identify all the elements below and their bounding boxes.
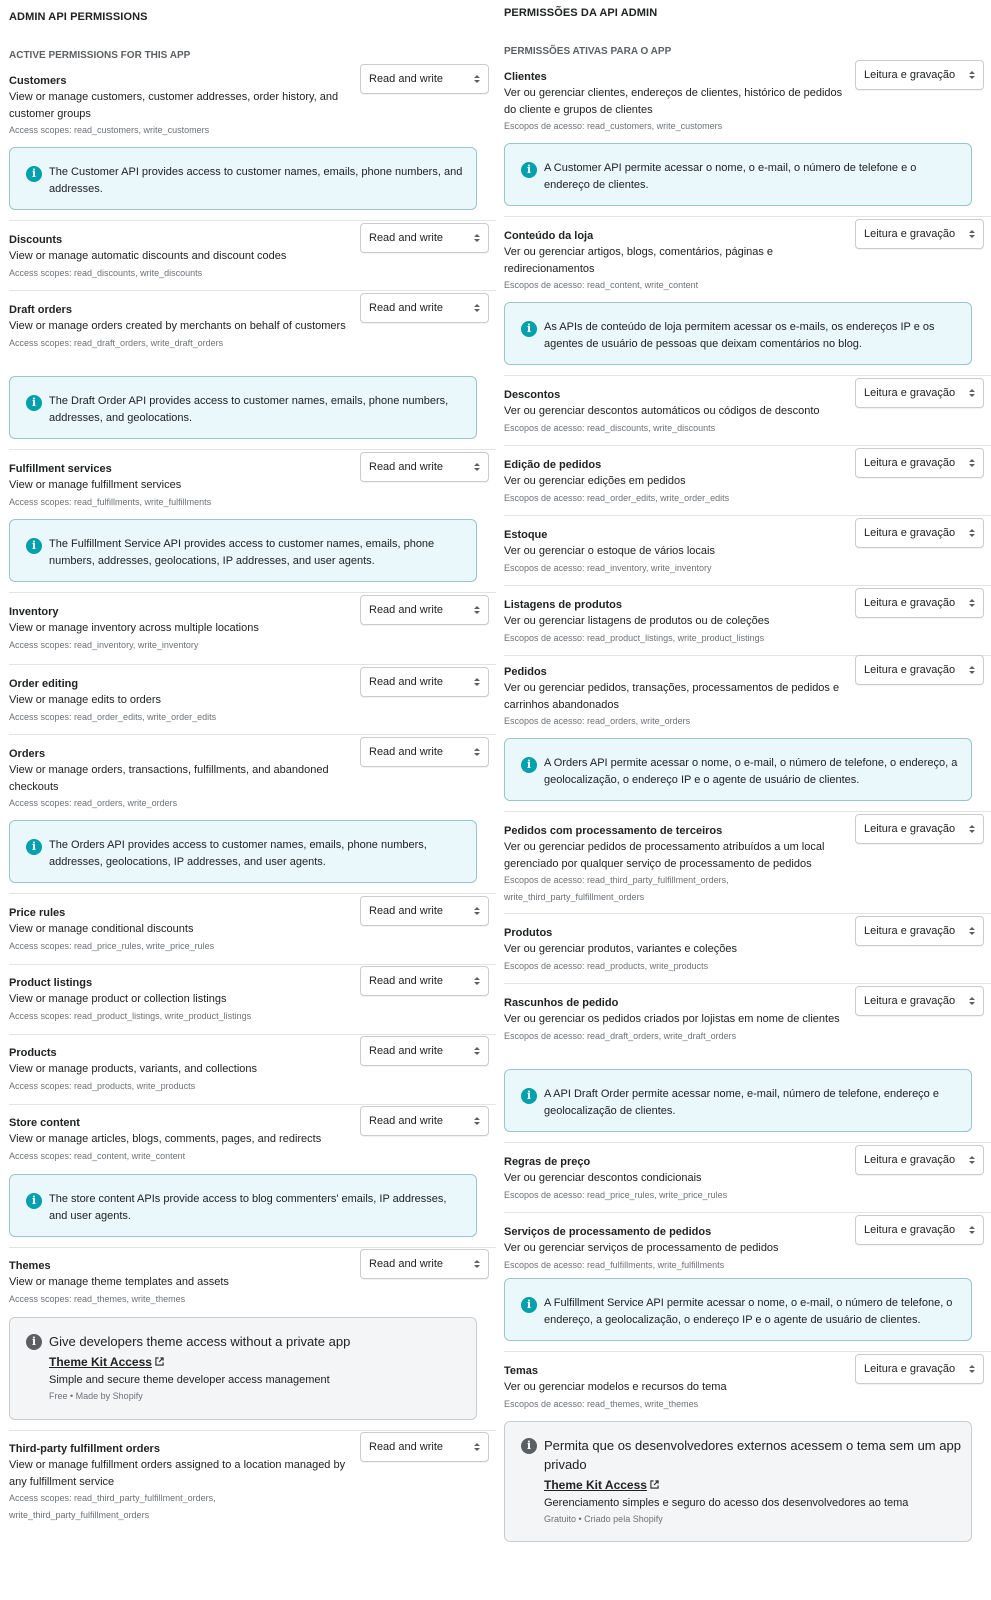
permission-description: Ver ou gerenciar listagens de produtos ou de coleções — [504, 615, 770, 627]
info-banner — [504, 738, 972, 801]
info-banner — [504, 1069, 972, 1132]
permission-description: View or manage conditional discounts — [9, 923, 194, 935]
permission-description: Ver ou gerenciar produtos, variantes e coleções — [504, 943, 737, 955]
info-banner — [9, 1174, 477, 1237]
permission-name: Conteúdo da loja — [504, 230, 594, 242]
permission-scopes: Access scopes: read_inventory, write_inventory — [9, 639, 199, 650]
select-arrows-icon — [969, 598, 975, 608]
permission-description: View or manage edits to orders — [9, 694, 162, 706]
permission-scopes: Access scopes: read_discounts, write_discounts — [9, 267, 203, 278]
permission-description: View or manage inventory across multiple locations — [9, 622, 259, 634]
divider — [9, 664, 496, 665]
banner-text: The Fulfillment Service API provides access to customer names, emails, phone numbers, addresses, geolocations, IP addresses, and user agents. — [49, 538, 435, 567]
select-arrows-icon — [969, 996, 975, 1006]
permission-description: View or manage orders created by merchants on behalf of customers — [9, 320, 346, 332]
access-level-select[interactable]: Leitura e gravação — [855, 448, 984, 478]
select-arrows-icon — [474, 303, 480, 313]
select-arrows-icon — [474, 605, 480, 615]
panel-title: ADMIN API PERMISSIONS — [9, 11, 148, 23]
theme-kit-link[interactable]: Theme Kit Access — [544, 1478, 659, 1492]
divider — [504, 1142, 991, 1143]
permission-name: Themes — [9, 1260, 51, 1272]
divider — [504, 375, 991, 376]
permission-scopes: Escopos de acesso: read_orders, write_orders — [504, 716, 691, 726]
access-level-select[interactable]: Leitura e gravação — [855, 1215, 984, 1245]
permission-description: Ver ou gerenciar descontos automáticos ou códigos de desconto — [504, 405, 820, 417]
select-arrows-icon — [969, 824, 975, 834]
info-icon: i — [521, 1297, 537, 1313]
permission-name: Temas — [504, 1365, 539, 1377]
select-arrows-icon — [474, 747, 480, 757]
access-level-select[interactable]: Leitura e gravação — [855, 1145, 984, 1175]
promo-meta: Free • Made by Shopify — [49, 1391, 143, 1401]
permission-name: Estoque — [504, 529, 548, 541]
permission-name: Rascunhos de pedido — [504, 997, 619, 1009]
permission-description: View or manage orders, transactions, fulfillments, and abandoned checkouts — [9, 764, 329, 793]
info-banner — [504, 302, 972, 365]
permission-description: Ver ou gerenciar modelos e recursos do tema — [504, 1381, 727, 1393]
info-icon: i — [26, 395, 42, 411]
permission-name: Regras de preço — [504, 1156, 591, 1168]
select-arrows-icon — [474, 233, 480, 243]
select-arrows-icon — [474, 74, 480, 84]
banner-text: A Customer API permite acessar o nome, o e-mail, o número de telefone e o endereço de clientes. — [544, 162, 917, 191]
divider — [504, 1351, 991, 1352]
divider — [504, 585, 991, 586]
permission-description: View or manage theme templates and assets — [9, 1276, 229, 1288]
info-banner — [504, 143, 972, 206]
permission-name: Pedidos com processamento de terceiros — [504, 825, 723, 837]
theme-kit-link[interactable]: Theme Kit Access — [49, 1355, 164, 1369]
permission-name: Fulfillment services — [9, 463, 112, 475]
panel-title: PERMISSÕES DA API ADMIN — [504, 7, 658, 19]
permission-scopes: Escopos de acesso: read_third_party_fulfillment_orders, write_third_party_fulfillment_orders — [504, 875, 729, 902]
access-level-select[interactable]: Leitura e gravação — [855, 655, 984, 685]
info-icon: i — [26, 166, 42, 182]
permission-scopes: Access scopes: read_products, write_products — [9, 1080, 196, 1091]
select-arrows-icon — [969, 229, 975, 239]
select-arrows-icon — [969, 1155, 975, 1165]
permission-description: View or manage fulfillment services — [9, 479, 182, 491]
banner-text: A Orders API permite acessar o nome, o e-mail, o número de telefone, o endereço, a geolocalização, o endereço IP e o agente de usuário de clientes. — [544, 757, 958, 786]
permission-scopes: Escopos de acesso: read_product_listings, write_product_listings — [504, 632, 765, 643]
divider — [9, 220, 496, 221]
access-level-select[interactable]: Leitura e gravação — [855, 219, 984, 249]
permission-name: Draft orders — [9, 304, 72, 316]
external-link-icon — [155, 1357, 164, 1366]
permission-name: Discounts — [9, 234, 63, 246]
permission-name: Price rules — [9, 907, 66, 919]
promo-title: Give developers theme access without a private app — [49, 1334, 351, 1349]
select-arrows-icon — [969, 388, 975, 398]
access-level-select[interactable]: Read and write — [360, 1432, 489, 1462]
promo-meta: Gratuito • Criado pela Shopify — [544, 1514, 663, 1524]
panel-subtitle: ACTIVE PERMISSIONS FOR THIS APP — [9, 50, 191, 61]
divider — [9, 1247, 496, 1248]
select-arrows-icon — [969, 665, 975, 675]
info-banner — [504, 1278, 972, 1341]
permission-name: Inventory — [9, 606, 59, 618]
permission-name: Serviços de processamento de pedidos — [504, 1226, 712, 1238]
info-banner — [9, 519, 477, 582]
permission-name: Products — [9, 1047, 57, 1059]
access-level-select[interactable]: Leitura e gravação — [855, 588, 984, 618]
access-level-select[interactable]: Read and write — [360, 1249, 489, 1279]
info-icon: i — [26, 538, 42, 554]
permission-name: Customers — [9, 75, 67, 87]
permission-scopes: Access scopes: read_fulfillments, write_fulfillments — [9, 496, 212, 507]
divider — [504, 983, 991, 984]
permission-name: Produtos — [504, 927, 553, 939]
info-icon: i — [521, 162, 537, 178]
divider — [504, 811, 991, 812]
info-icon: i — [521, 1438, 537, 1454]
select-arrows-icon — [474, 1046, 480, 1056]
info-banner — [9, 376, 477, 439]
permission-description: View or manage products, variants, and collections — [9, 1063, 258, 1075]
access-level-select[interactable]: Read and write — [360, 1106, 489, 1136]
info-icon: i — [26, 1193, 42, 1209]
divider — [9, 290, 496, 291]
permission-description: View or manage product or collection listings — [9, 993, 227, 1005]
access-level-select[interactable]: Read and write — [360, 667, 489, 697]
info-banner — [9, 820, 477, 883]
external-link-icon — [650, 1480, 659, 1489]
divider — [504, 515, 991, 516]
select-arrows-icon — [969, 926, 975, 936]
promo-title: Permita que os desenvolvedores externos acessem o tema sem um app privado — [544, 1438, 961, 1472]
access-level-select[interactable]: Leitura e gravação — [855, 916, 984, 946]
permission-scopes: Access scopes: read_customers, write_customers — [9, 125, 210, 135]
banner-text: A Fulfillment Service API permite acessar o nome, o e-mail, o número de telefone, o endereço, a geolocalização, o endereço IP e o agente de usuário de clientes. — [544, 1297, 953, 1326]
permission-scopes: Escopos de acesso: read_themes, write_themes — [504, 1398, 699, 1409]
info-icon: i — [521, 1088, 537, 1104]
permission-name: Third-party fulfillment orders — [9, 1443, 160, 1455]
info-icon: i — [521, 321, 537, 337]
permission-description: Ver ou gerenciar descontos condicionais — [504, 1172, 702, 1184]
permission-description: Ver ou gerenciar o estoque de vários locais — [504, 545, 715, 557]
banner-text: The Customer API provides access to customer names, emails, phone numbers, and addresses. — [49, 166, 463, 195]
permission-scopes: Access scopes: read_product_listings, write_product_listings — [9, 1010, 252, 1021]
banner-text: As APIs de conteúdo de loja permitem acessar os e-mails, os endereços IP e os agentes de usuário de pessoas que deixam comentários no blog. — [544, 321, 935, 350]
permission-scopes: Access scopes: read_content, write_content — [9, 1150, 186, 1161]
divider — [504, 216, 991, 217]
access-level-select[interactable]: Leitura e gravação — [855, 986, 984, 1016]
select-arrows-icon — [969, 528, 975, 538]
permission-name: Edição de pedidos — [504, 459, 602, 471]
permission-description: View or manage fulfillment orders assigned to a location managed by any fulfillment service — [9, 1459, 346, 1488]
divider — [9, 592, 496, 593]
access-level-select[interactable]: Leitura e gravação — [855, 1354, 984, 1384]
banner-text: The store content APIs provide access to blog commenters' emails, IP addresses, and user agents. — [49, 1193, 447, 1222]
permission-scopes: Escopos de acesso: read_discounts, write_discounts — [504, 422, 716, 433]
divider — [9, 893, 496, 894]
access-level-select[interactable]: Read and write — [360, 293, 489, 323]
permission-name: Descontos — [504, 389, 561, 401]
access-level-select[interactable]: Read and write — [360, 1036, 489, 1066]
permission-name: Clientes — [504, 71, 547, 83]
info-icon: i — [26, 1334, 42, 1350]
permission-description: View or manage customers, customer addresses, order history, and customer groups — [9, 91, 339, 120]
panel-subtitle: PERMISSÕES ATIVAS PARA O APP — [504, 46, 672, 57]
divider — [9, 734, 496, 735]
permission-name: Product listings — [9, 977, 93, 989]
permission-scopes: Escopos de acesso: read_order_edits, write_order_edits — [504, 492, 730, 503]
permission-scopes: Escopos de acesso: read_fulfillments, write_fulfillments — [504, 1259, 725, 1270]
permission-scopes: Escopos de acesso: read_products, write_products — [504, 960, 709, 971]
permission-description: Ver ou gerenciar pedidos, transações, processamentos de pedidos e carrinhos abandonados — [504, 682, 840, 711]
permission-description: Ver ou gerenciar edições em pedidos — [504, 475, 686, 487]
select-arrows-icon — [474, 462, 480, 472]
access-level-select[interactable]: Read and write — [360, 223, 489, 253]
theme-kit-promo — [504, 1421, 972, 1542]
access-level-select[interactable]: Read and write — [360, 64, 489, 94]
permission-scopes: Access scopes: read_draft_orders, write_draft_orders — [9, 337, 224, 348]
divider — [504, 445, 991, 446]
permission-description: Ver ou gerenciar serviços de processamento de pedidos — [504, 1242, 779, 1254]
select-arrows-icon — [969, 1364, 975, 1374]
permission-name: Order editing — [9, 678, 79, 690]
banner-text: The Draft Order API provides access to customer names, emails, phone numbers, addresses, and geolocations. — [49, 395, 449, 424]
promo-description: Gerenciamento simples e seguro do acesso dos desenvolvedores ao tema — [544, 1497, 909, 1509]
info-icon: i — [521, 757, 537, 773]
permission-description: Ver ou gerenciar pedidos de processamento atribuídos a um local gerenciado por qualquer serviço de processamento de pedidos — [504, 841, 825, 870]
permission-scopes: Escopos de acesso: read_price_rules, write_price_rules — [504, 1189, 728, 1200]
select-arrows-icon — [474, 906, 480, 916]
permission-name: Orders — [9, 748, 46, 760]
access-level-select[interactable]: Read and write — [360, 595, 489, 625]
divider — [9, 1034, 496, 1035]
divider — [9, 449, 496, 450]
permission-description: Ver ou gerenciar os pedidos criados por lojistas em nome de clientes — [504, 1013, 840, 1025]
permission-name: Store content — [9, 1117, 80, 1129]
permission-scopes: Access scopes: read_price_rules, write_price_rules — [9, 940, 215, 951]
select-arrows-icon — [969, 1225, 975, 1235]
permission-scopes: Access scopes: read_third_party_fulfillment_orders, write_third_party_fulfillment_orders — [9, 1493, 216, 1520]
permission-scopes: Access scopes: read_orders, write_orders — [9, 798, 178, 808]
select-arrows-icon — [474, 1259, 480, 1269]
access-level-select[interactable]: Read and write — [360, 452, 489, 482]
banner-text: The Orders API provides access to customer names, emails, phone numbers, addresses, geolocations, IP addresses, and user agents. — [49, 839, 427, 868]
divider — [504, 913, 991, 914]
select-arrows-icon — [969, 70, 975, 80]
permission-scopes: Escopos de acesso: read_customers, write_customers — [504, 121, 723, 131]
select-arrows-icon — [969, 458, 975, 468]
access-level-select[interactable]: Leitura e gravação — [855, 378, 984, 408]
divider — [9, 1430, 496, 1431]
permission-description: Ver ou gerenciar artigos, blogs, comentários, páginas e redirecionamentos — [504, 246, 774, 275]
access-level-select[interactable]: Leitura e gravação — [855, 814, 984, 844]
access-level-select[interactable]: Read and write — [360, 966, 489, 996]
permission-scopes: Access scopes: read_order_edits, write_order_edits — [9, 711, 217, 722]
permission-name: Pedidos — [504, 666, 547, 678]
permission-description: View or manage automatic discounts and discount codes — [9, 250, 287, 262]
access-level-select[interactable]: Read and write — [360, 896, 489, 926]
permission-description: View or manage articles, blogs, comments, pages, and redirects — [9, 1133, 322, 1145]
promo-description: Simple and secure theme developer access management — [49, 1374, 330, 1386]
divider — [9, 964, 496, 965]
select-arrows-icon — [474, 1116, 480, 1126]
access-level-select[interactable]: Leitura e gravação — [855, 60, 984, 90]
permission-name: Listagens de produtos — [504, 599, 622, 611]
permission-scopes: Escopos de acesso: read_content, write_content — [504, 280, 699, 290]
access-level-select[interactable]: Leitura e gravação — [855, 518, 984, 548]
info-banner — [9, 147, 477, 210]
banner-text: A API Draft Order permite acessar nome, e-mail, número de telefone, endereço e geolocalização de clientes. — [544, 1088, 939, 1117]
theme-kit-promo — [9, 1317, 477, 1420]
permission-description: Ver ou gerenciar clientes, endereços de clientes, histórico de pedidos do cliente e grupos de clientes — [504, 87, 843, 116]
permission-scopes: Access scopes: read_themes, write_themes — [9, 1293, 186, 1304]
select-arrows-icon — [474, 976, 480, 986]
access-level-select[interactable]: Read and write — [360, 737, 489, 767]
select-arrows-icon — [474, 1442, 480, 1452]
select-arrows-icon — [474, 677, 480, 687]
divider — [504, 1212, 991, 1213]
info-icon: i — [26, 839, 42, 855]
divider — [9, 1104, 496, 1105]
permission-scopes: Escopos de acesso: read_draft_orders, write_draft_orders — [504, 1030, 737, 1041]
permission-scopes: Escopos de acesso: read_inventory, write_inventory — [504, 562, 712, 573]
